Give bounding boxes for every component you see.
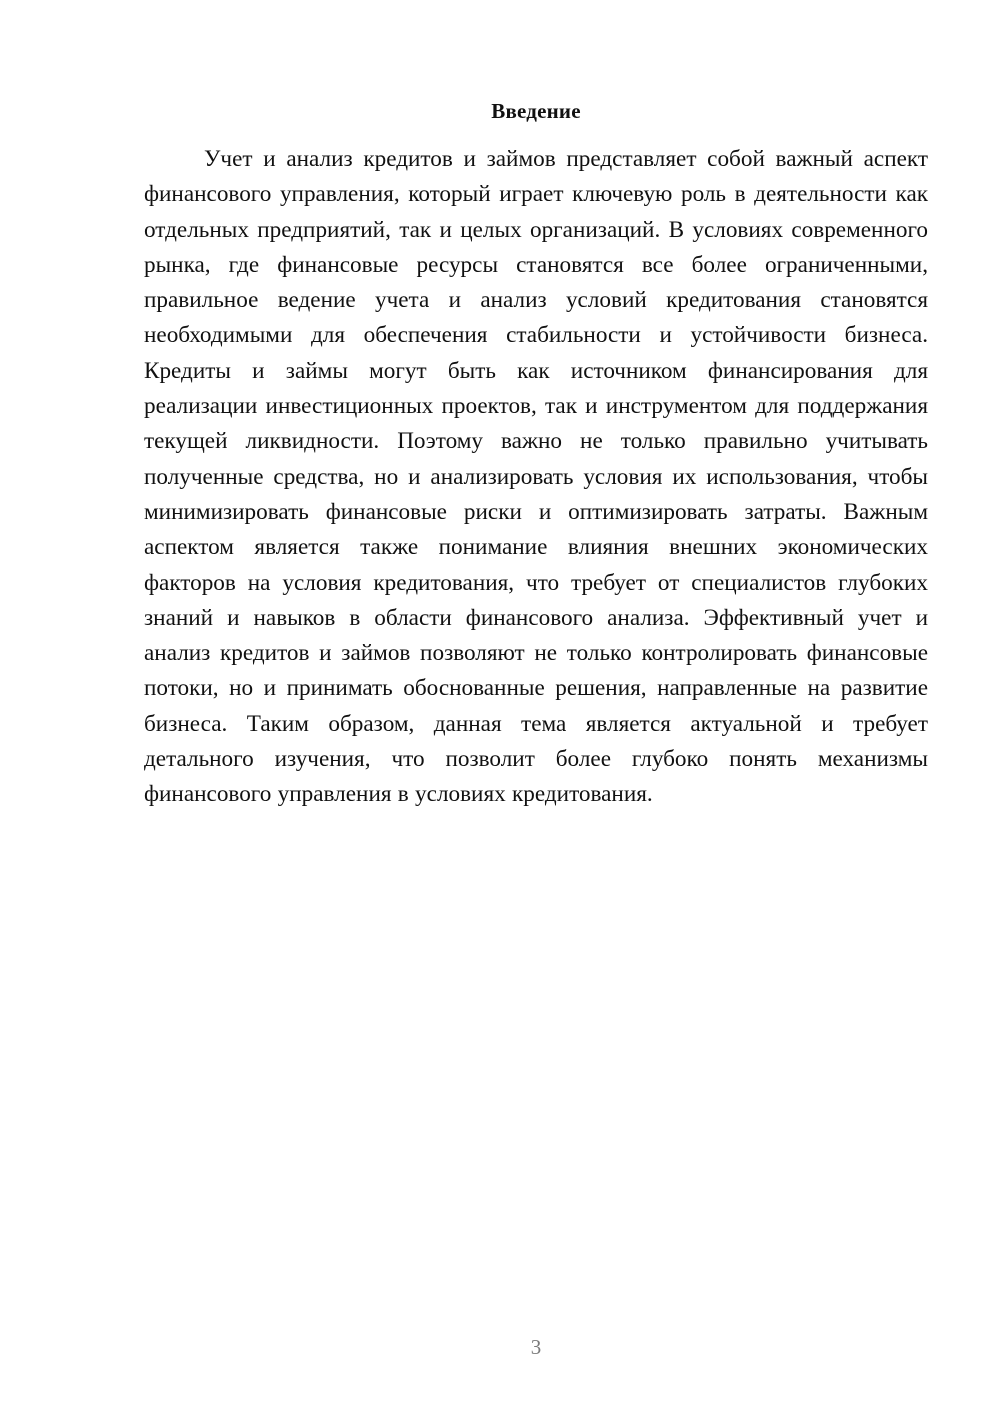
body-paragraph: Учет и анализ кредитов и займов представляет собой важный аспект финансового управления, который играет ключевую роль в деятельности как отдельных предприятий, так и целых организаций. В условиях современного рынка, где финансовые ресурсы становятся все более ограниченными, правильное ведение учета и анализ условий кредитования становятся необходимыми для обеспечения стабильности и устойчивости бизнеса. Кредиты и займы могут быть как источником финансирования для реализации инвестиционных проектов, так и инструментом для поддержания текущей ликвидности. Поэтому важно не только правильно учитывать полученные средства, но и анализировать условия их использования, чтобы минимизировать финансовые риски и оптимизировать затраты. Важным аспектом является также понимание влияния внешних экономических факторов на условия кредитования, что требует от специалистов глубоких знаний и навыков в области финансового анализа. Эффективный учет и анализ кредитов и займов позволяют не только контролировать финансовые потоки, но и принимать обоснованные решения, направленные на развитие бизнеса. Таким образом, данная тема является актуальной и требует детального изучения, что позволит более глубоко понять механизмы финансового управления в условиях кредитования. [144,146,928,808]
page-number: 3 [530,1335,542,1359]
section-heading: Введение [491,99,581,123]
